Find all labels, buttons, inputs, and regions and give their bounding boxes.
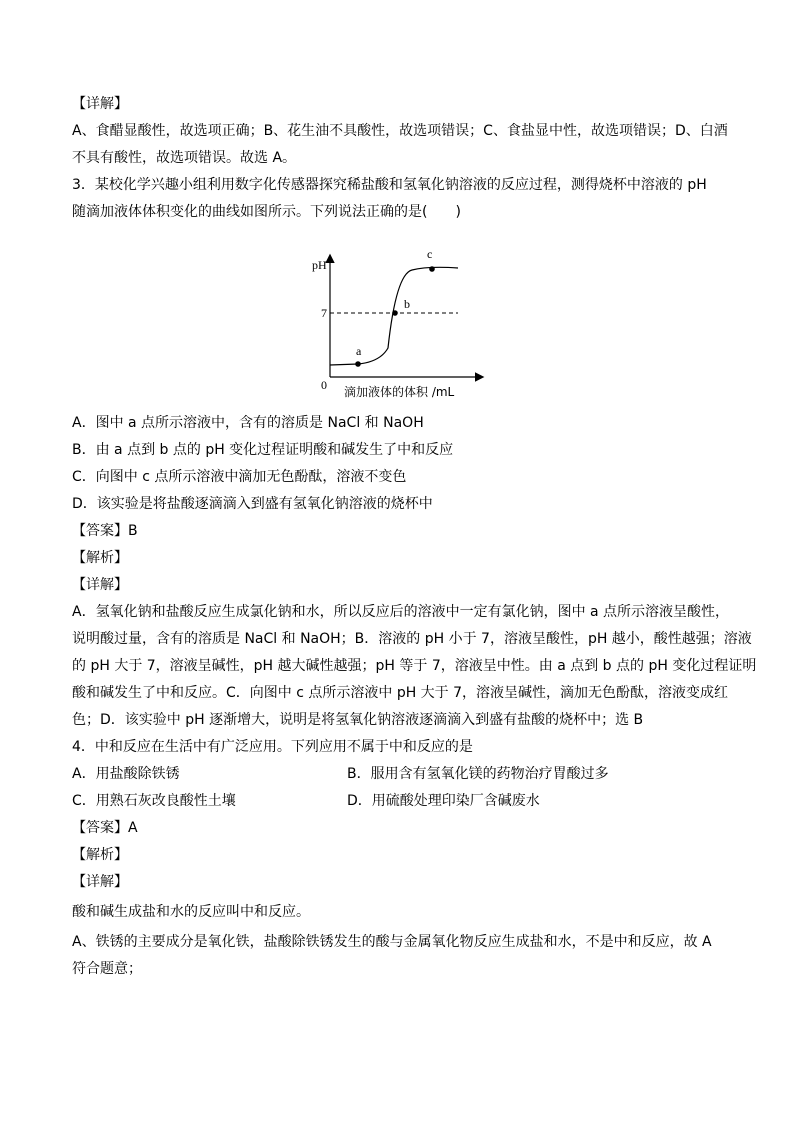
q4-option-c: C．用熟石灰改良酸性土壤 — [72, 793, 236, 809]
ph-titration-figure — [300, 244, 500, 404]
answer-label: 【答案】B — [72, 523, 138, 539]
text-line: 说明酸过量，含有的溶质是 NaCl 和 NaOH；B．溶液的 pH 小于 7，溶液呈酸性，pH 越小，酸性越强；溶液 — [72, 631, 752, 647]
text-line: 不具有酸性，故选项错误。故选 A。 — [72, 150, 297, 166]
question-4-stem: 4．中和反应在生活中有广泛应用。下列应用不属于中和反应的是 — [72, 739, 473, 755]
question-3-stem: 3．某校化学兴趣小组利用数字化传感器探究稀盐酸和氢氧化钠溶液的反应过程，测得烧杯中溶液的 pH — [72, 177, 707, 193]
point-b-label: b — [404, 297, 410, 311]
section-label-detail: 【详解】 — [72, 96, 128, 112]
question-3-stem: 随滴加液体体积变化的曲线如图所示。下列说法正确的是( ) — [72, 204, 461, 220]
point-c-label: c — [427, 247, 433, 261]
text-line: A．氢氧化钠和盐酸反应生成氯化钠和水，所以反应后的溶液中一定有氯化钠，图中 a 点所示溶液呈酸性， — [72, 604, 730, 620]
origin-label: 0 — [321, 378, 327, 392]
q4-option-d: D．用硫酸处理印染厂含碱废水 — [347, 793, 540, 809]
analysis-label: 【解析】 — [72, 847, 128, 863]
point-c — [429, 266, 435, 272]
text-line: 酸和碱生成盐和水的反应叫中和反应。 — [72, 904, 310, 920]
text-line: 酸和碱发生了中和反应。C．向图中 c 点所示溶液中 pH 大于 7，溶液呈碱性，滴加无色酚酞，溶液变成红 — [72, 685, 729, 701]
answer-label: 【答案】A — [72, 820, 138, 836]
ph7-tick-label: 7 — [321, 306, 327, 320]
option-c: C．向图中 c 点所示溶液中滴加无色酚酞，溶液不变色 — [72, 469, 407, 485]
text-line: A、食醋显酸性，故选项正确；B、花生油不具酸性，故选项错误；C、食盐显中性，故选项错误；D、白酒 — [72, 123, 728, 139]
analysis-label: 【解析】 — [72, 550, 128, 566]
section-label-detail: 【详解】 — [72, 577, 128, 593]
option-a: A．图中 a 点所示溶液中，含有的溶质是 NaCl 和 NaOH — [72, 415, 424, 431]
q4-option-b: B．服用含有氢氧化镁的药物治疗胃酸过多 — [347, 766, 609, 782]
point-a — [355, 361, 361, 367]
ph-curve — [330, 267, 458, 365]
point-b — [392, 310, 398, 316]
text-line: 的 pH 大于 7，溶液呈碱性，pH 越大碱性越强；pH 等于 7，溶液呈中性。由 a 点到 b 点的 pH 变化过程证明 — [72, 658, 757, 674]
section-label-detail: 【详解】 — [72, 874, 128, 890]
q4-option-a: A．用盐酸除铁锈 — [72, 766, 180, 782]
option-d: D．该实验是将盐酸逐滴滴入到盛有氢氧化钠溶液的烧杯中 — [72, 496, 433, 512]
text-line: A、铁锈的主要成分是氧化铁，盐酸除铁锈发生的酸与金属氧化物反应生成盐和水，不是中和反应，故 A — [72, 934, 712, 950]
y-axis-label: pH — [312, 258, 327, 272]
option-b: B．由 a 点到 b 点的 pH 变化过程证明酸和碱发生了中和反应 — [72, 442, 454, 458]
point-a-label: a — [356, 344, 362, 358]
x-axis-label: 滴加液体的体积 /mL — [344, 385, 455, 399]
text-line: 符合题意； — [72, 961, 142, 977]
text-line: 色；D．该实验中 pH 逐渐增大，说明是将氢氧化钠溶液逐滴滴入到盛有盐酸的烧杯中；选 B — [72, 712, 644, 728]
